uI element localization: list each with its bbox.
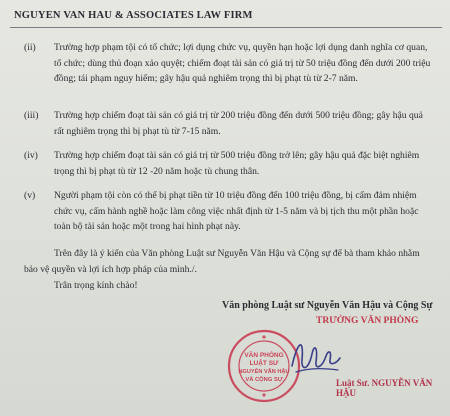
item-number: (ii): [24, 42, 36, 53]
header-divider: [10, 27, 442, 28]
list-item: [24, 188, 432, 235]
closing-paragraph: Trên đây là ý kiến của Văn phòng Luật sư Nguyễn Văn Hậu và Cộng sự để bà tham khảo nhằm bảo vệ quyền và lợi ích hợp pháp của mình./.: [24, 248, 420, 275]
firm-header: NGUYEN VAN HAU & ASSOCIATES LAW FIRM: [14, 10, 253, 21]
signature-title: TRƯỞNG VĂN PHÒNG: [316, 316, 419, 326]
list-item: [24, 148, 432, 179]
item-text: Người phạm tội còn có thể bị phạt tiền từ 10 triệu đồng đến 100 triệu đồng, bị cấm đảm nhiệm chức vụ, cấm hành nghề hoặc làm công việc nhất định từ 1-5 năm và bị tịch thu một phần hoặc toàn bộ tài sản hoặc một trong hai hình phạt này.: [54, 190, 419, 232]
item-number: (v): [24, 190, 36, 201]
handwritten-signature: [288, 332, 344, 380]
signature-office: Văn phòng Luật sư Nguyễn Văn Hậu và Cộng Sự: [222, 300, 433, 311]
item-text: Trường hợp chiếm đoạt tài sản có giá trị từ 500 triệu đồng trở lên; gây hậu quả đặc biệt nghiêm trọng thì bị phạt tù từ 12 -20 năm hoặc tù chung thân.: [54, 150, 420, 177]
item-number: (iii): [24, 110, 39, 121]
stamp-line: VÀ CỘNG SỰ: [245, 377, 283, 383]
item-text: Trường hợp chiếm đoạt tài sản có giá trị từ 200 triệu đồng đến dưới 500 triệu đồng; gây hậu quả rất nghiêm trọng thì bị phạt tù từ 7-15 năm.: [54, 110, 423, 137]
stamp-line: LUẬT SƯ: [249, 360, 279, 367]
greeting: Trân trọng kính chào!: [54, 280, 138, 291]
stamp-line: VĂN PHÒNG: [244, 352, 284, 359]
item-text: Trường hợp phạm tội có tổ chức; lợi dụng chức vụ, quyền hạn hoặc lợi dụng danh nghĩa cơ quan, tổ chức; dùng thủ đoạn xảo quyệt; chiếm đoạt tài sản có giá trị từ 50 triệu đồng đến dưới 200 triệu đồng; tái phạm nguy hiểm; gây hậu quả nghiêm trọng thì bị phạt tù từ 2-7 năm.: [54, 42, 431, 84]
item-number: (iv): [24, 150, 38, 161]
signature-name: Luật Sư. NGUYỄN VĂN HẬU: [336, 378, 433, 398]
list-item: [24, 108, 432, 139]
stamp-line: NGUYỄN VĂN HẬU: [238, 369, 290, 375]
list-item: [24, 40, 432, 87]
